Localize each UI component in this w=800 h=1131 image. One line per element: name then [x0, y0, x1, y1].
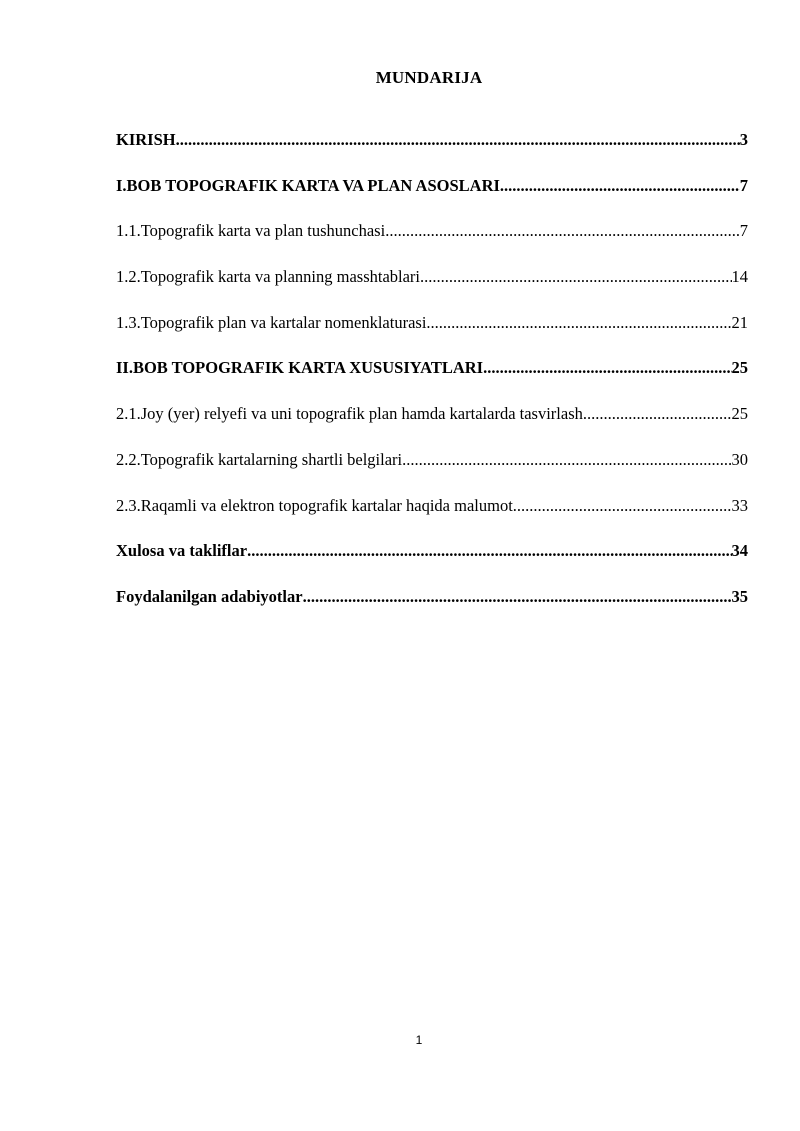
dot-leader [583, 404, 732, 424]
table-of-contents [116, 130, 748, 633]
toc-entry [116, 404, 748, 426]
dot-leader [426, 313, 731, 333]
toc-entry-label: 1.2.Topografik karta va planning masshtablari [116, 267, 421, 287]
dot-leader [420, 267, 731, 287]
toc-entry-page: 21 [731, 312, 748, 332]
toc-entry-label: Foydalanilgan adabiyotlar [116, 586, 303, 606]
toc-entry-label: 2.2.Topografik kartalarning shartli belgilari [116, 449, 403, 469]
toc-entry-page: 7 [739, 175, 748, 195]
toc-entry-page: 14 [731, 267, 748, 287]
toc-entry [116, 587, 748, 609]
toc-entry-label: 2.3.Raqamli va elektron topografik kartalar haqida malumot [116, 495, 513, 515]
toc-entry [116, 541, 748, 563]
toc-entry [116, 130, 748, 152]
toc-entry-page: 30 [731, 449, 748, 469]
page-title: MUNDARIJA [375, 68, 483, 87]
toc-entry [116, 176, 748, 198]
toc-entry-label: Xulosa va takliflar [116, 541, 248, 561]
dot-leader [513, 496, 732, 516]
toc-entry-label: I.BOB TOPOGRAFIK KARTA VA PLAN ASOSLARI [116, 175, 500, 195]
toc-entry [116, 496, 748, 518]
toc-entry [116, 221, 748, 243]
toc-entry [116, 450, 748, 472]
toc-entry-label: 1.3.Topografik plan va kartalar nomenklaturasi [116, 312, 427, 332]
toc-entry-page: 25 [731, 404, 748, 424]
toc-entry-page: 7 [739, 221, 748, 241]
toc-entry [116, 313, 748, 335]
toc-entry-label: 1.1.Topografik karta va plan tushunchasi [116, 221, 386, 241]
dot-leader [247, 541, 731, 561]
toc-entry-page: 34 [731, 541, 748, 561]
toc-entry [116, 267, 748, 289]
toc-entry-page: 3 [739, 130, 748, 149]
toc-entry-page: 33 [731, 495, 748, 515]
toc-entry [116, 358, 748, 380]
toc-entry-page: 35 [731, 586, 748, 606]
page-number: 1 [415, 1033, 423, 1047]
dot-leader [176, 130, 740, 150]
toc-entry-label: 2.1.Joy (yer) relyefi va uni topografik plan hamda kartalarda tasvirlash [116, 404, 583, 424]
dot-leader [483, 358, 731, 378]
toc-entry-label: II.BOB TOPOGRAFIK KARTA XUSUSIYATLARI [116, 358, 484, 378]
dot-leader [303, 587, 732, 607]
toc-entry-page: 25 [731, 358, 748, 378]
toc-entry-label: KIRISH [116, 130, 176, 149]
dot-leader [385, 221, 740, 241]
dot-leader [402, 450, 731, 470]
dot-leader [500, 176, 740, 196]
